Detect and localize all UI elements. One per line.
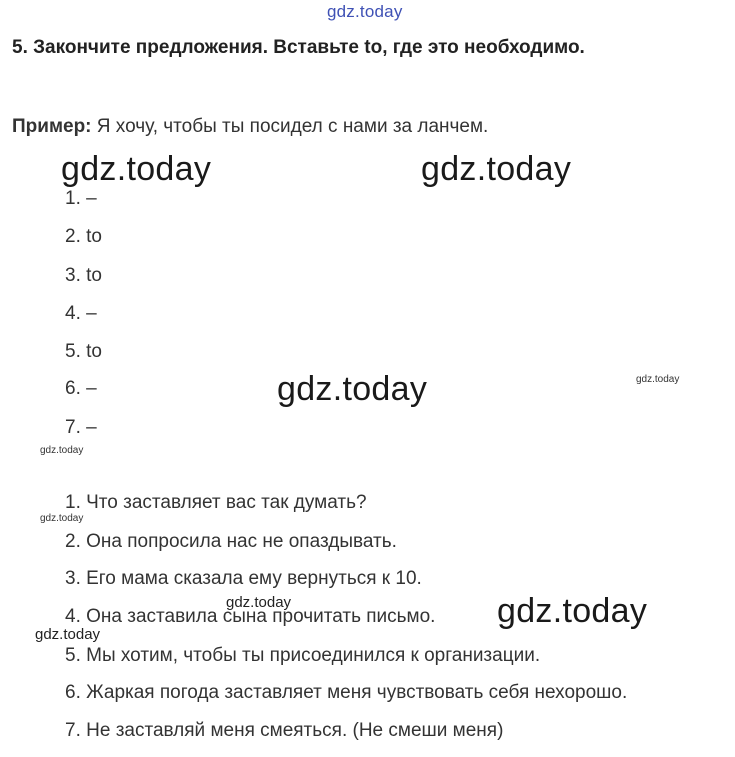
sentence-item-1: 1. Что заставляет вас так думать? [65, 492, 367, 513]
sentence-item-7: 7. Не заставляй меня смеяться. (Не смеши меня) [65, 720, 504, 741]
watermark-big-3: gdz.today [277, 370, 428, 408]
answer-item-1: 1. – [65, 188, 97, 209]
sentence-item-4: 4. Она заставила сына прочитать письмо. [65, 606, 436, 627]
watermark-big-4: gdz.today [497, 592, 648, 630]
sentence-item-6: 6. Жаркая погода заставляет меня чувствовать себя нехорошо. [65, 682, 628, 703]
exercise-title: 5. Закончите предложения. Вставьте to, где это необходимо. [12, 37, 585, 58]
watermark-medium-2: gdz.today [35, 626, 101, 643]
watermark-top: gdz.today [327, 2, 403, 21]
sentence-item-3: 3. Его мама сказала ему вернуться к 10. [65, 568, 422, 589]
answer-item-7: 7. – [65, 417, 97, 438]
watermark-big-2: gdz.today [421, 150, 572, 188]
answer-item-6: 6. – [65, 378, 97, 399]
answer-item-4: 4. – [65, 303, 97, 324]
example-line [12, 116, 488, 138]
sentence-item-5: 5. Мы хотим, чтобы ты присоединился к организации. [65, 645, 541, 666]
watermark-big-1: gdz.today [61, 150, 212, 188]
example-text: Я хочу, чтобы ты посидел с нами за ланчем. [96, 116, 489, 137]
answer-item-5: 5. to [65, 341, 102, 362]
watermark-small-3: gdz.today [40, 513, 84, 524]
watermark-small-1: gdz.today [636, 374, 680, 385]
answer-item-3: 3. to [65, 265, 102, 286]
example-label: Пример: [12, 116, 92, 137]
answer-item-2: 2. to [65, 226, 102, 247]
watermark-small-2: gdz.today [40, 445, 84, 456]
watermark-medium-1: gdz.today [226, 594, 292, 611]
sentence-item-2: 2. Она попросила нас не опаздывать. [65, 531, 397, 552]
